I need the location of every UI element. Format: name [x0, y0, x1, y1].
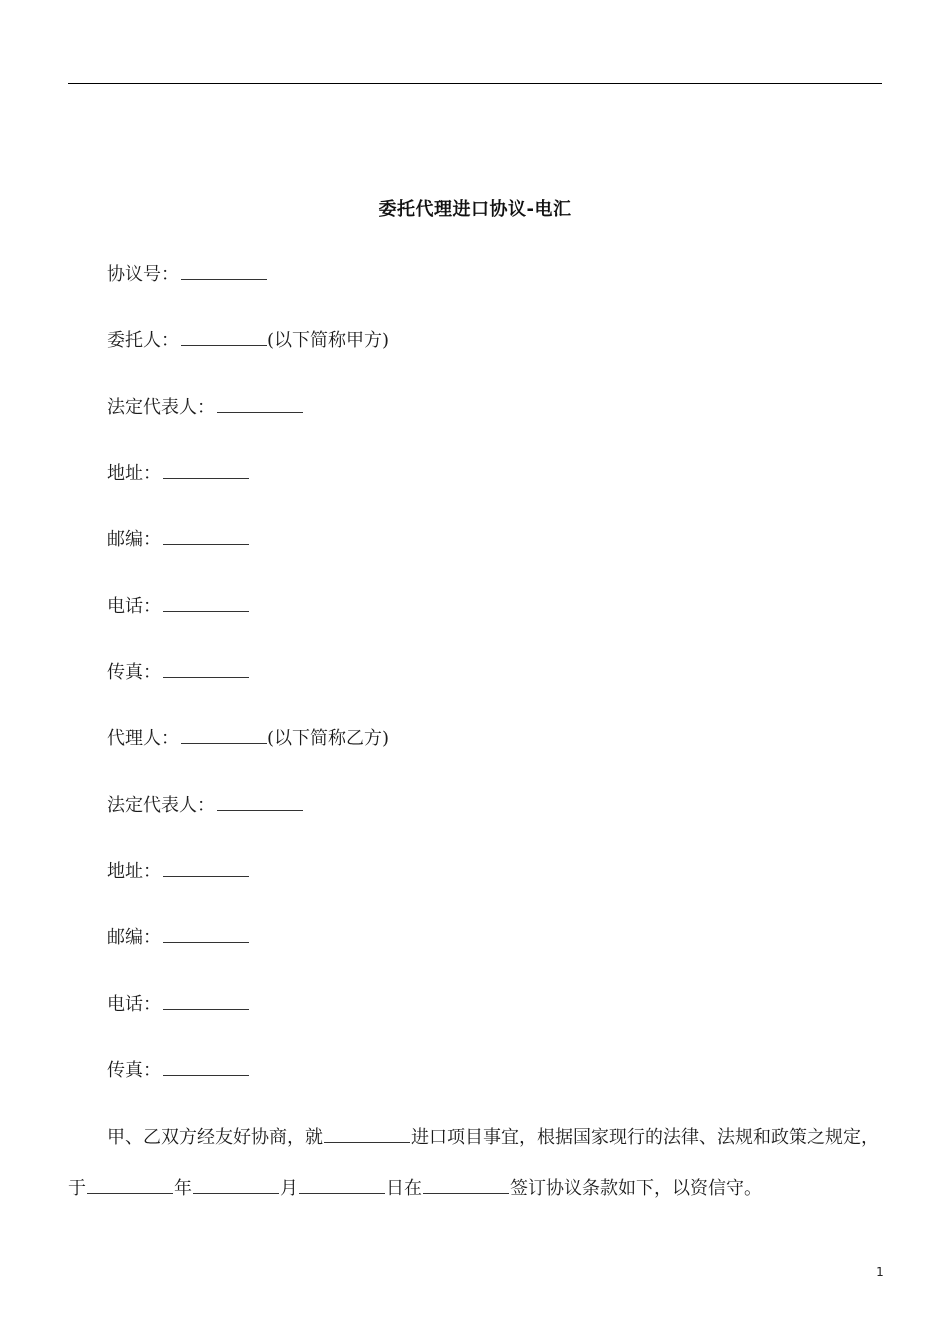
party-a-phone-label: 电话：: [107, 596, 161, 617]
document-title: 委托代理进口协议-电汇: [378, 199, 572, 220]
party-b-legal-rep-blank[interactable]: [217, 792, 303, 811]
intro-line1-part2: 进口项目事宜，根据国家现行的法律、法规和政策之规定，: [411, 1127, 879, 1148]
agreement-number-label: 协议号：: [107, 264, 179, 285]
party-b-postcode-label: 邮编：: [107, 927, 161, 948]
party-a-phone-field: [107, 593, 249, 619]
intro-line-2: [68, 1175, 762, 1201]
location-blank[interactable]: [423, 1175, 509, 1194]
party-b-legal-rep-field: [107, 792, 303, 818]
party-b-fax-field: [107, 1057, 249, 1083]
party-a-legal-rep-blank[interactable]: [217, 394, 303, 413]
month-blank[interactable]: [193, 1175, 279, 1194]
intro-line2-part2: 年: [174, 1178, 192, 1199]
party-a-address-label: 地址：: [107, 463, 161, 484]
party-b-address-label: 地址：: [107, 861, 161, 882]
party-b-phone-blank[interactable]: [163, 991, 249, 1010]
party-b-fax-label: 传真：: [107, 1060, 161, 1081]
party-a-postcode-field: [107, 526, 249, 552]
party-a-fax-label: 传真：: [107, 662, 161, 683]
intro-line2-part4: 日在: [386, 1178, 422, 1199]
party-a-address-blank[interactable]: [163, 460, 249, 479]
party-b-address-blank[interactable]: [163, 858, 249, 877]
agent-suffix: (以下简称乙方): [267, 728, 390, 749]
intro-line-1: [107, 1124, 879, 1150]
party-a-postcode-blank[interactable]: [163, 526, 249, 545]
agent-blank[interactable]: [181, 725, 267, 744]
party-b-postcode-blank[interactable]: [163, 924, 249, 943]
client-blank[interactable]: [181, 327, 267, 346]
page-number: 1: [876, 1265, 884, 1279]
intro-line2-part3: 月: [280, 1178, 298, 1199]
agent-field: [107, 725, 389, 751]
party-b-legal-rep-label: 法定代表人：: [107, 795, 215, 816]
party-a-fax-field: [107, 659, 249, 685]
header-rule: [68, 83, 882, 84]
intro-line1-part1: 甲、乙双方经友好协商，就: [107, 1127, 323, 1148]
client-suffix: (以下简称甲方): [267, 330, 390, 351]
party-b-address-field: [107, 858, 249, 884]
year-blank[interactable]: [87, 1175, 173, 1194]
day-blank[interactable]: [299, 1175, 385, 1194]
client-label: 委托人：: [107, 330, 179, 351]
intro-line2-part5: 签订协议条款如下，以资信守。: [510, 1178, 762, 1199]
agent-label: 代理人：: [107, 728, 179, 749]
intro-line2-part1: 于: [68, 1178, 86, 1199]
agreement-number-field: [107, 261, 267, 287]
party-a-address-field: [107, 460, 249, 486]
agreement-number-blank[interactable]: [181, 261, 267, 280]
party-a-postcode-label: 邮编：: [107, 529, 161, 550]
client-field: [107, 327, 389, 353]
party-a-legal-rep-label: 法定代表人：: [107, 397, 215, 418]
party-a-fax-blank[interactable]: [163, 659, 249, 678]
party-a-phone-blank[interactable]: [163, 593, 249, 612]
party-a-legal-rep-field: [107, 394, 303, 420]
party-b-fax-blank[interactable]: [163, 1057, 249, 1076]
project-name-blank[interactable]: [324, 1124, 410, 1143]
party-b-phone-field: [107, 991, 249, 1017]
party-b-phone-label: 电话：: [107, 994, 161, 1015]
party-b-postcode-field: [107, 924, 249, 950]
